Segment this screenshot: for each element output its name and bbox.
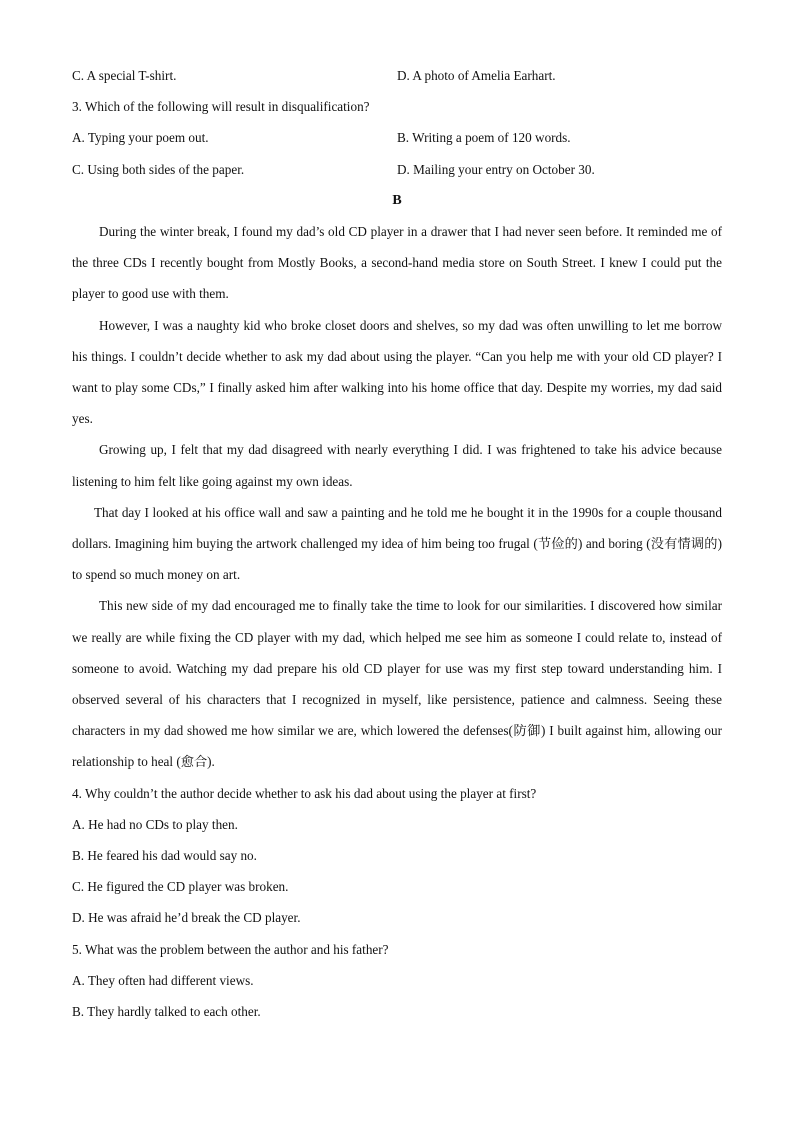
- q5-option-b: B. They hardly talked to each other.: [72, 1003, 261, 1019]
- exam-page: [72, 60, 722, 1027]
- passage-paragraph-3: Growing up, I felt that my dad disagreed with nearly everything I did. I was frightened to take his advice because listening to him felt like going against my own ideas.: [72, 442, 722, 489]
- q3-option-a: A. Typing your poem out.: [72, 130, 209, 146]
- q4-option-a: A. He had no CDs to play then.: [72, 816, 238, 832]
- q2-option-c: C. A special T-shirt.: [72, 68, 177, 83]
- passage-paragraph-4: That day I looked at his office wall and saw a painting and he told me he bought it in the 1990s for a couple thousand dollars. Imagining him buying the artwork challenged my idea of him being too frugal (节俭的) and boring (没有情调的) to spend so much money on art.: [72, 504, 722, 583]
- q3-options-row-cd: [72, 154, 722, 185]
- q4-option-b: B. He feared his dad would say no.: [72, 847, 257, 863]
- q2-option-d: D. A photo of Amelia Earhart.: [397, 68, 556, 83]
- section-title: B: [392, 192, 402, 208]
- q3-option-b: B. Writing a poem of 120 words.: [397, 130, 571, 146]
- q3-question: 3. Which of the following will result in disqualification?: [72, 99, 370, 115]
- q4-question: 4. Why couldn’t the author decide whether to ask his dad about using the player at first?: [72, 785, 537, 801]
- passage-paragraph-5: This new side of my dad encouraged me to finally take the time to look for our similarities. I discovered how similar we really are while fixing the CD player with my dad, which helped me see him as someone I could relate to, instead of someone to avoid. Watching my dad prepare his old CD player for use was my first step toward understanding him. I observed several of his characters that I recognized in myself, like persistence, patience and calmness. Seeing these characters in my dad showed me how similar we are, which lowered the defenses(防御) I built against him, allowing our relationship to heal (愈合).: [72, 598, 722, 770]
- passage-paragraph-1: During the winter break, I found my dad’s old CD player in a drawer that I had never seen before. It reminded me of the three CDs I recently bought from Mostly Books, a second-hand media store on South Street. I knew I could put the player to good use with them.: [72, 223, 722, 302]
- q5-question: 5. What was the problem between the author and his father?: [72, 941, 389, 957]
- q3-option-c: C. Using both sides of the paper.: [72, 161, 245, 177]
- q2-options-row-cd: [72, 60, 722, 91]
- q3-options-row-ab: [72, 122, 722, 153]
- q5-option-a: A. They often had different views.: [72, 972, 254, 988]
- q4-option-d: D. He was afraid he’d break the CD player.: [72, 910, 301, 926]
- q4-option-c: C. He figured the CD player was broken.: [72, 879, 289, 895]
- q3-option-d: D. Mailing your entry on October 30.: [397, 161, 595, 177]
- passage-paragraph-2: However, I was a naughty kid who broke closet doors and shelves, so my dad was often unwilling to let me borrow his things. I couldn’t decide whether to ask my dad about using the player. “Can you help me with your old CD player? I want to play some CDs,” I finally asked him after walking into his home office that day. Despite my worries, my dad said yes.: [72, 317, 722, 427]
